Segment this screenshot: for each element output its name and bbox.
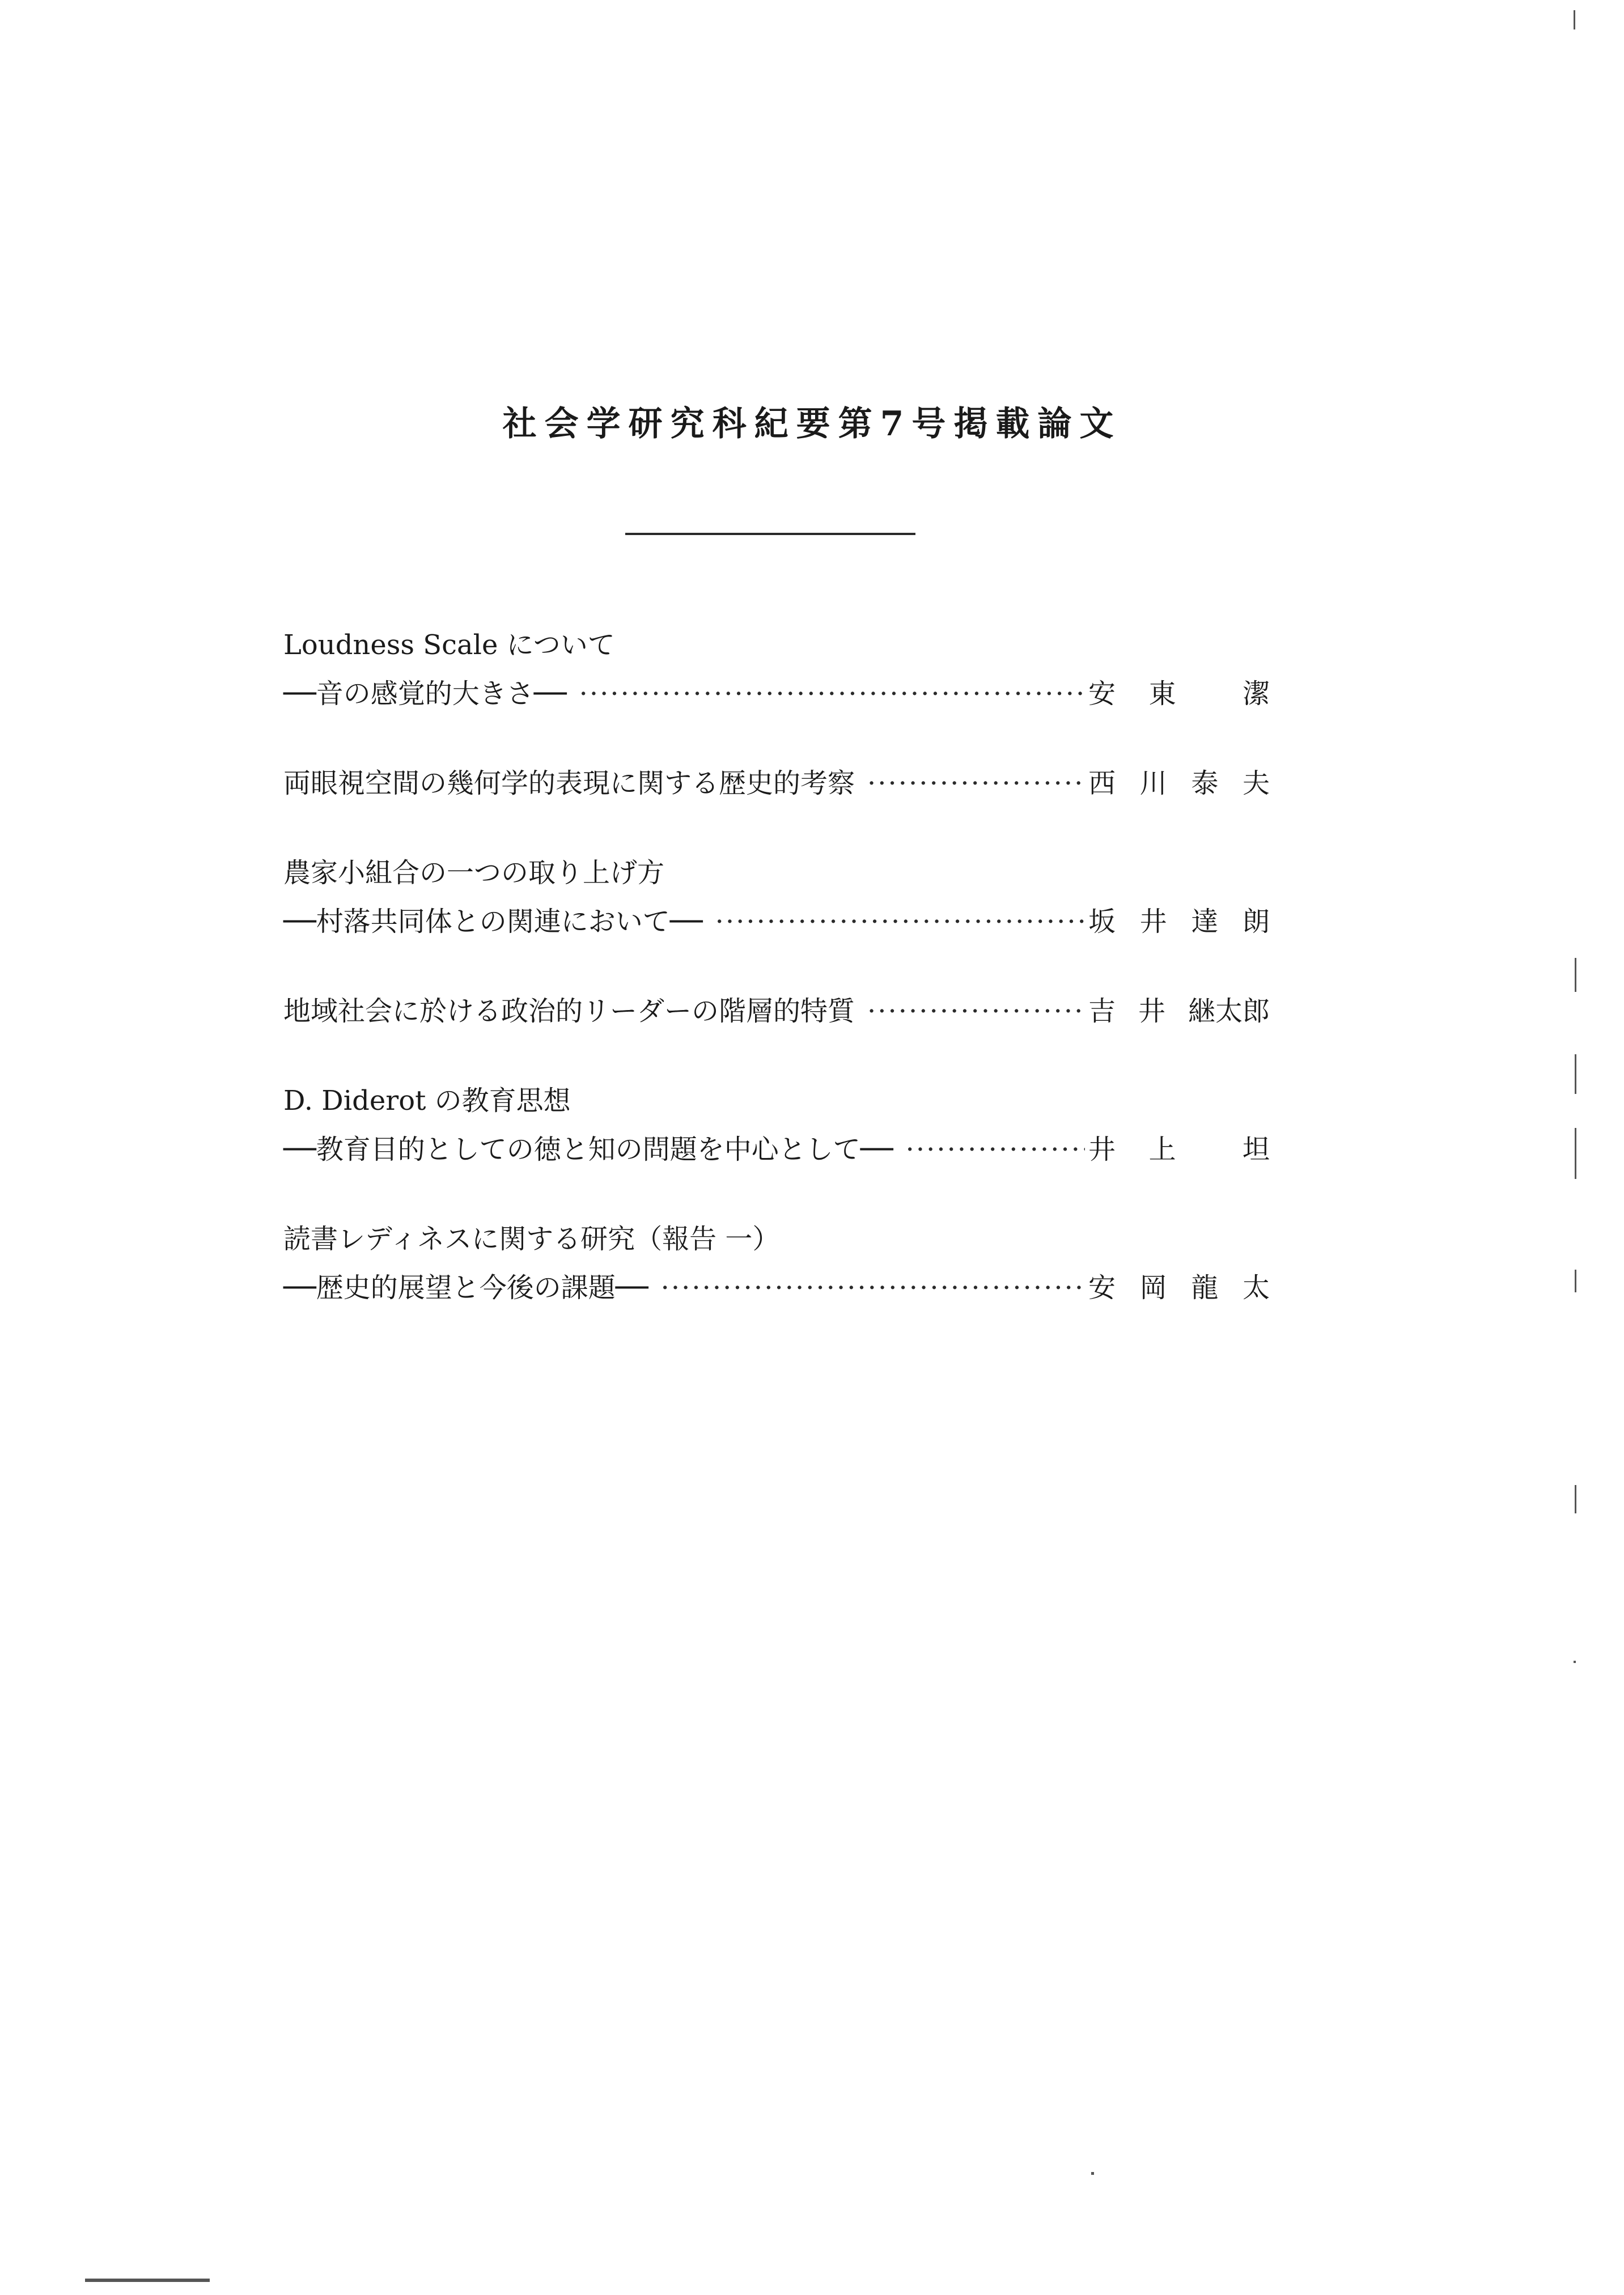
toc-entry-title-line	[283, 987, 1270, 1036]
author-char: 達	[1191, 906, 1219, 937]
author-char: 坦	[1242, 1134, 1270, 1165]
author-char: 龍	[1191, 1272, 1219, 1304]
author-char: 井	[1139, 906, 1167, 937]
toc-entry-binocular-space	[283, 759, 1270, 808]
author-char: 坂	[1088, 906, 1116, 937]
dot-leader	[579, 669, 1085, 718]
toc-entry-subtitle-line	[283, 897, 1270, 946]
scan-speck	[1575, 1054, 1576, 1094]
author-char: 東	[1148, 678, 1176, 710]
toc-entry-author	[1088, 897, 1270, 946]
author-char: 安	[1088, 1272, 1116, 1304]
page-title: 社会学研究科紀要第7号掲載論文	[502, 404, 1122, 444]
toc-entry-subtitle: ──教育目的としての徳と知の問題を中心として──	[283, 1134, 893, 1165]
dot-leader	[661, 1263, 1085, 1312]
toc-entry-title-line	[283, 1076, 1270, 1125]
toc-entry-author	[1088, 987, 1270, 1036]
scan-speck	[1575, 1485, 1576, 1513]
toc-entry-title: 両眼視空間の幾何学的表現に関する歴史的考察	[283, 767, 855, 799]
toc-entry-title: Loudness Scale について	[283, 629, 615, 661]
author-char: 上	[1148, 1134, 1176, 1165]
scan-speck	[85, 2279, 210, 2282]
author-char: 太	[1242, 1272, 1270, 1304]
toc-entry-title-line	[283, 1215, 1270, 1263]
scan-speck	[1574, 1661, 1576, 1663]
author-char: 継太郎	[1188, 995, 1270, 1027]
toc-entry-farm-cooperative	[283, 849, 1270, 946]
author-char: 川	[1139, 767, 1167, 799]
dot-leader	[715, 897, 1085, 946]
scan-speck	[1574, 10, 1575, 29]
toc-entry-author	[1088, 1125, 1270, 1174]
scan-speck	[1575, 1270, 1576, 1292]
toc-entry-author	[1088, 759, 1270, 808]
author-char: 吉	[1088, 995, 1116, 1027]
author-char: 潔	[1242, 678, 1270, 710]
scan-speck	[1091, 2172, 1094, 2175]
toc-entry-title-line	[283, 849, 1270, 897]
toc-entry-loudness-scale	[283, 621, 1270, 718]
dot-leader	[867, 759, 1085, 808]
toc-entry-political-leaders	[283, 987, 1270, 1036]
toc-entry-subtitle-line	[283, 669, 1270, 718]
author-char: 夫	[1242, 767, 1270, 799]
toc-entry-title: 農家小組合の一つの取り上げ方	[283, 857, 665, 889]
author-char: 朗	[1242, 906, 1270, 937]
toc-entry-subtitle: ──歴史的展望と今後の課題──	[283, 1272, 648, 1304]
author-char: 泰	[1191, 767, 1219, 799]
toc-entry-reading-readiness	[283, 1215, 1270, 1312]
toc-entry-author	[1088, 669, 1270, 718]
toc-entry-subtitle-line	[283, 1125, 1270, 1174]
title-divider	[625, 533, 915, 535]
author-char: 井	[1088, 1134, 1116, 1165]
dot-leader	[867, 987, 1085, 1036]
table-of-contents	[283, 621, 1270, 1353]
toc-entry-subtitle: ──音の感覚的大きさ──	[283, 678, 567, 710]
toc-entry-title-line	[283, 621, 1270, 669]
author-char: 安	[1088, 678, 1116, 710]
scan-speck	[1575, 958, 1576, 992]
toc-entry-author	[1088, 1263, 1270, 1312]
toc-entry-title-line	[283, 759, 1270, 808]
toc-entry-title: 読書レディネスに関する研究（報告 一）	[283, 1223, 780, 1255]
toc-entry-subtitle-line	[283, 1263, 1270, 1312]
scan-speck	[1575, 1128, 1576, 1179]
toc-entry-diderot	[283, 1076, 1270, 1174]
toc-entry-title: D. Diderot の教育思想	[283, 1085, 571, 1117]
toc-entry-title: 地域社会に於ける政治的リーダーの階層的特質	[283, 995, 855, 1027]
author-char: 井	[1138, 995, 1165, 1027]
author-char: 岡	[1139, 1272, 1167, 1304]
dot-leader	[906, 1125, 1085, 1174]
toc-entry-subtitle: ──村落共同体との関連において──	[283, 906, 703, 937]
author-char: 西	[1088, 767, 1116, 799]
